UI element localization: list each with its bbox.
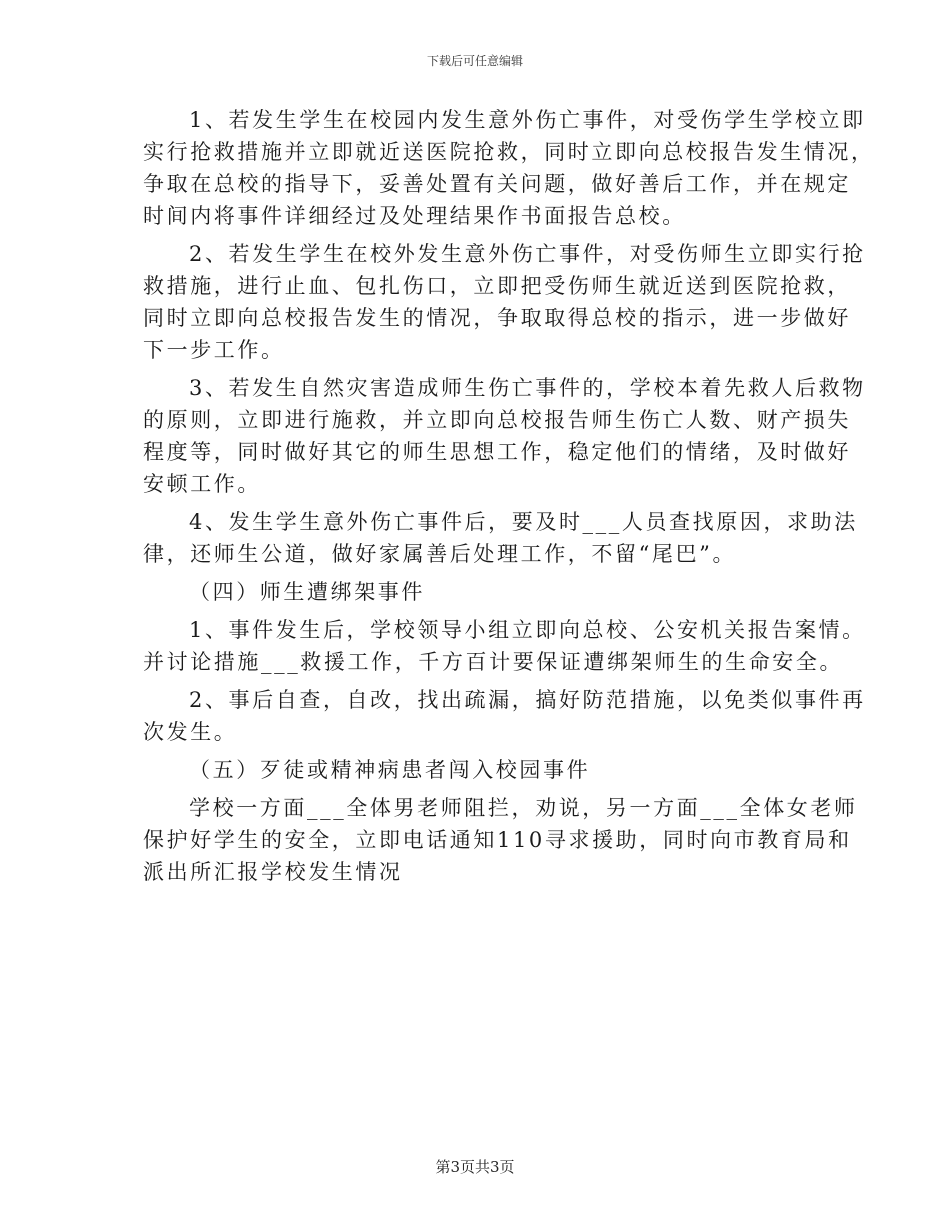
text-line: 次发生。: [143, 720, 238, 744]
section-heading-kidnapping: [143, 576, 809, 608]
text-line: 4、发生学生意外伤亡事件后，要及时___人员查找原因，求助法: [189, 510, 858, 534]
paragraph-self-check: [143, 684, 866, 748]
page-header-note: 下载后可任意编辑: [426, 54, 523, 68]
text-line: 争取在总校的指导下，妥善处置有关问题，做好善后工作，并在规定: [143, 172, 851, 196]
text-line: 1、事件发生后，学校领导小组立即向总校、公安机关报告案情。: [189, 618, 866, 642]
paragraph-after-incident: [143, 506, 858, 570]
document-body: [143, 104, 875, 894]
section-heading-intruder: [143, 754, 809, 786]
text-line: 并讨论措施___救援工作，千方百计要保证遭绑架师生的生命安全。: [143, 650, 844, 674]
page-number: 第3页共3页: [435, 1158, 515, 1176]
text-line: 保护好学生的安全，立即电话通知110寻求援助，同时向市教育局和: [143, 828, 852, 852]
text-line: 下一步工作。: [143, 338, 285, 362]
text-line: 时间内将事件详细经过及处理结果作书面报告总校。: [143, 204, 686, 228]
text-line: 学校一方面___全体男老师阻拦，劝说，另一方面___全体女老师: [189, 796, 858, 820]
text-line: 3、若发生自然灾害造成师生伤亡事件的，学校本着先救人后救物: [189, 376, 866, 400]
text-line: 实行抢救措施并立即就近送医院抢救，同时立即向总校报告发生情况，: [143, 140, 875, 164]
text-line: 同时立即向总校报告发生的情况，争取取得总校的指示，进一步做好: [143, 306, 851, 330]
text-line: 2、若发生学生在校外发生意外伤亡事件，对受伤师生立即实行抢: [189, 242, 866, 266]
paragraph-off-campus-injury: [143, 238, 866, 366]
text-line: 程度等，同时做好其它的师生思想工作，稳定他们的情绪，及时做好: [143, 440, 851, 464]
paragraph-intruder-response: [143, 792, 858, 888]
text-line: 2、事后自查，自改，找出疏漏，搞好防范措施，以免类似事件再: [189, 688, 866, 712]
section-heading: （四）师生遭绑架事件: [189, 580, 425, 604]
text-line: 的原则，立即进行施救，并立即向总校报告师生伤亡人数、财产损失: [143, 408, 851, 432]
section-heading: （五）歹徒或精神病患者闯入校园事件: [189, 758, 591, 782]
text-line: 安顿工作。: [143, 472, 261, 496]
paragraph-natural-disaster: [143, 372, 866, 500]
text-line: 救措施，进行止血、包扎伤口，立即把受伤师生就近送到医院抢救，: [143, 274, 851, 298]
paragraph-kidnapping-report: [143, 614, 866, 678]
text-line: 派出所汇报学校发生情况: [143, 860, 403, 884]
text-line: 1、若发生学生在校园内发生意外伤亡事件，对受伤学生学校立即: [189, 108, 866, 132]
paragraph-emergency-campus-injury: [143, 104, 875, 232]
text-line: 律，还师生公道，做好家属善后处理工作，不留“尾巴”。: [143, 542, 737, 566]
